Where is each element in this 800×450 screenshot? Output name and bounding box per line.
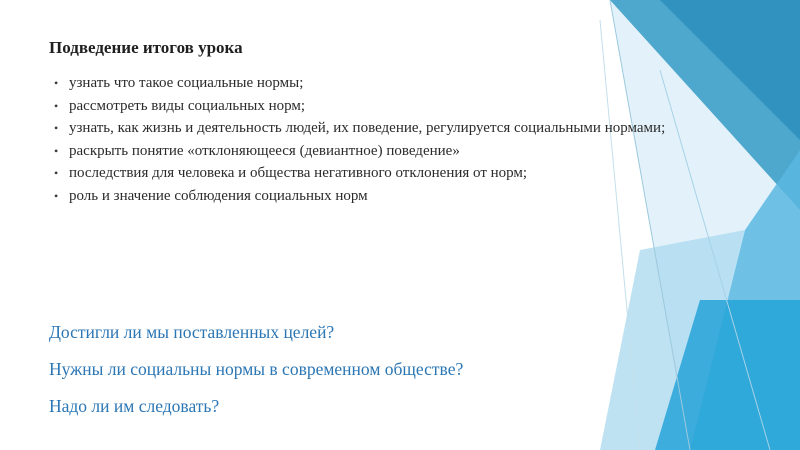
question-item: Нужны ли социальны нормы в современном обществе?	[49, 359, 464, 379]
bullet-text: узнать, как жизнь и деятельность людей, их поведение, регулируется социальными нормами;	[69, 120, 666, 136]
bullet-icon: •	[54, 121, 59, 135]
question-item: Достигли ли мы поставленных целей?	[49, 322, 335, 342]
bullet-item	[52, 72, 672, 95]
question-list	[49, 314, 669, 425]
bullet-icon: •	[54, 188, 59, 203]
bullet-icon: •	[54, 143, 59, 158]
bullet-text: последствия для человека и общества негативного отклонения от норм;	[69, 165, 528, 181]
bullet-text: раскрыть понятие «отклоняющееся (девиантное) поведение»	[69, 142, 460, 159]
bullet-text: роль и значение соблюдения социальных норм	[69, 187, 368, 204]
bullet-item	[52, 140, 672, 163]
bullet-item	[52, 117, 672, 140]
question-item: Надо ли им следовать?	[49, 396, 220, 416]
bullet-text: рассмотреть виды социальных норм;	[69, 97, 306, 114]
bullet-item	[52, 185, 672, 208]
bullet-item	[52, 162, 672, 185]
bullet-icon: •	[54, 166, 59, 180]
bullet-icon: •	[54, 98, 59, 113]
bullet-icon: •	[54, 76, 59, 90]
slide-title: Подведение итогов урока	[49, 38, 243, 57]
bullet-list	[52, 72, 672, 207]
bullet-item	[52, 95, 672, 118]
bullet-text: узнать что такое социальные нормы;	[69, 75, 304, 91]
